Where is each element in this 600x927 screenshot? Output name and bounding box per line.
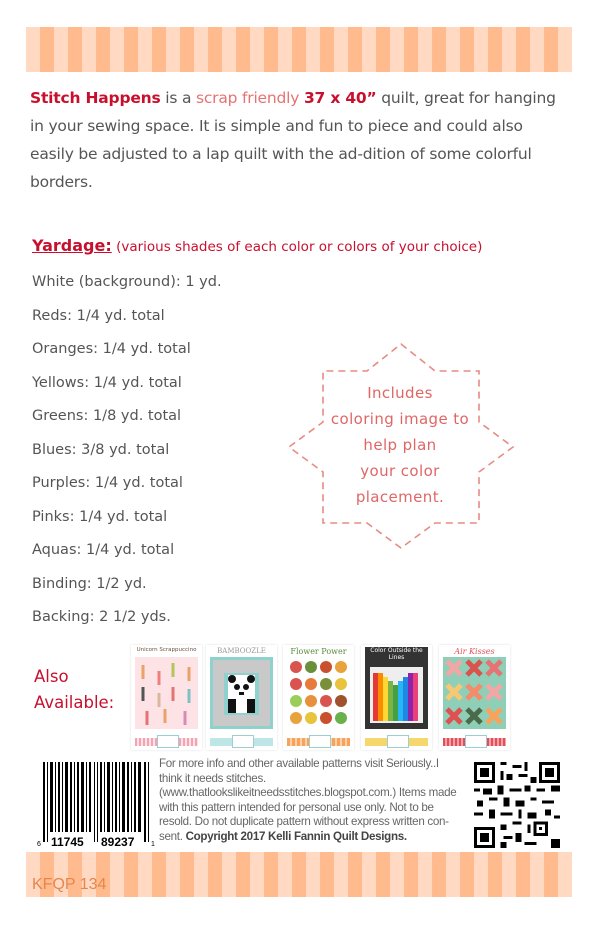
yardage-note: (various shades of each color or colors of your choice)	[116, 239, 483, 255]
callout-line: coloring image to	[330, 410, 470, 428]
callout-line: placement.	[355, 488, 445, 506]
yardage-item: Purples: 1/4 yd. total	[32, 475, 183, 491]
cover-title: BAMBOOZLE	[217, 647, 266, 655]
cover-art-panda	[210, 657, 273, 729]
also-label-line1: Also	[34, 667, 69, 686]
barcode-group1: 11745	[51, 835, 84, 848]
pattern-code: KFQP 134	[32, 876, 107, 893]
yardage-item: Binding: 1/2 yd.	[32, 575, 147, 592]
scrap-friendly-highlight: scrap friendly	[195, 89, 300, 107]
yardage-item: White (background): 1 yd.	[32, 274, 222, 290]
quilt-size: 37 x 40”	[303, 89, 377, 107]
barcode-digit-left: 6	[37, 841, 41, 848]
cover-title: Air Kisses	[454, 647, 495, 656]
qr-code-icon[interactable]	[474, 762, 560, 848]
yardage-item: Reds: 1/4 yd. total	[32, 307, 165, 324]
yardage-item: Yellows: 1/4 yd. total	[32, 374, 182, 391]
barcode-group2: 89237	[101, 835, 135, 848]
cover-title: Unicorn Scrappuccino	[136, 647, 197, 653]
designer-logo-icon	[309, 735, 331, 748]
cover-art-unicorns	[135, 657, 198, 729]
also-available-label	[34, 664, 114, 716]
callout-line: Includes	[367, 384, 433, 402]
also-label-line2: Available:	[34, 693, 115, 712]
yardage-heading	[32, 236, 482, 255]
coloring-image-callout	[310, 380, 490, 510]
yardage-item: Oranges: 1/4 yd. total	[32, 341, 191, 357]
yardage-item: Aquas: 1/4 yd. total	[32, 542, 175, 558]
designer-logo-icon	[157, 735, 179, 748]
barcode-digit-right: 1	[151, 841, 155, 848]
cover-art-flowers	[287, 657, 350, 729]
yardage-item: Backing: 2 1/2 yds.	[32, 609, 171, 625]
pattern-cover-color-outside-the-lines[interactable]	[361, 645, 432, 750]
pattern-cover-unicorn-scrappuccino[interactable]	[131, 645, 202, 750]
barcode-icon	[37, 762, 155, 848]
cover-art-crosses	[443, 657, 506, 729]
intro-text-rest: quilt, great for hanging in your sewing space. It is simple and fun to piece and could also easily be adjusted to a lap quilt with the ad-dition of some colorful borders.	[30, 89, 556, 191]
bottom-stripe-banner	[26, 852, 572, 897]
yardage-item: Greens: 1/8 yd. total	[32, 408, 182, 424]
legal-text: For more info and other available patterns visit Seriously..I think it needs stitches. (www.thatlookslikeitneedsstitches.blogspot.com.) Items made with this pattern intended for personal use only. Not to be resold. Do not duplicate pattern without express written con-sent.	[159, 757, 457, 843]
yardage-item: Blues: 3/8 yd. total	[32, 441, 170, 458]
callout-line: help plan	[363, 436, 437, 454]
callout-line: your color	[360, 462, 440, 480]
pattern-cover-air-kisses[interactable]	[439, 645, 510, 750]
yardage-list	[32, 270, 222, 639]
pattern-title: Stitch Happens	[30, 89, 161, 107]
pattern-cover-bamboozle[interactable]	[206, 645, 277, 750]
intro-text: is a	[160, 89, 196, 107]
designer-logo-icon	[387, 735, 409, 748]
copyright-text: Copyright 2017 Kelli Fannin Quilt Designs.	[185, 829, 407, 843]
top-stripe-banner	[26, 27, 572, 72]
pattern-cover-flower-power[interactable]	[283, 645, 354, 750]
cover-title: Color Outside the Lines	[365, 647, 428, 661]
designer-logo-icon	[465, 735, 487, 748]
yardage-title: Yardage:	[32, 236, 112, 255]
legal-notice	[159, 757, 459, 845]
cover-title: Flower Power	[290, 647, 347, 656]
designer-logo-icon	[232, 735, 254, 748]
cover-art-heart	[365, 661, 428, 729]
intro-paragraph	[30, 84, 570, 196]
yardage-item: Pinks: 1/4 yd. total	[32, 508, 168, 525]
